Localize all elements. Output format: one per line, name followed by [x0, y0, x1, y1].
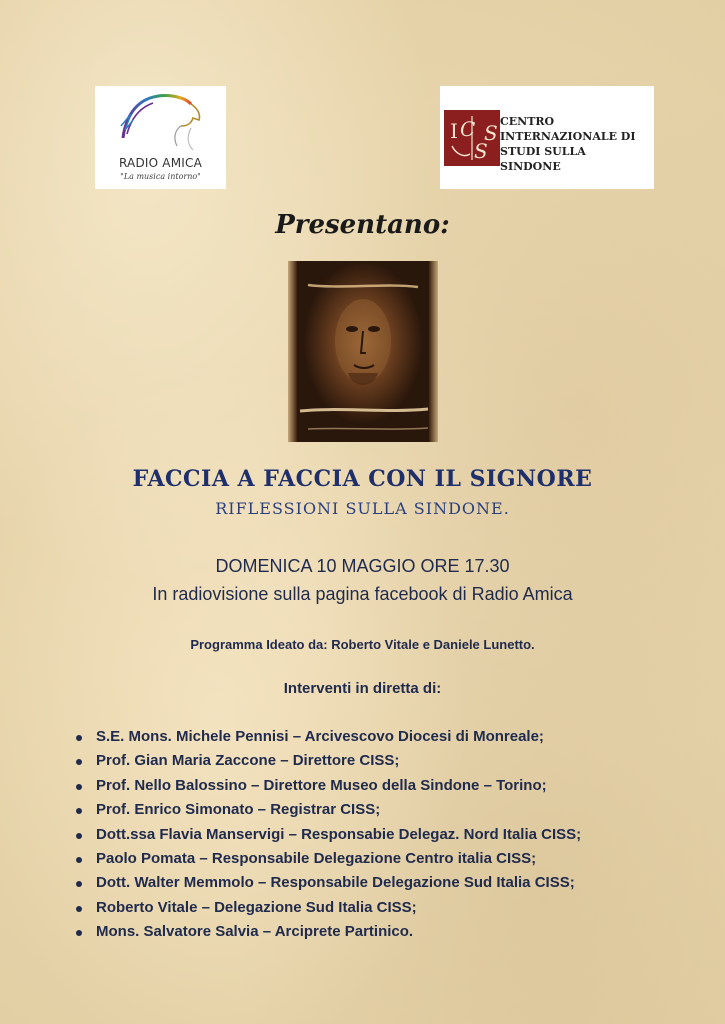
ciss-line-3: STUDI SULLA SINDONE: [500, 145, 586, 173]
event-date: DOMENICA 10 MAGGIO ORE 17.30: [215, 556, 510, 576]
speakers-heading: Interventi in diretta di:: [283, 680, 442, 697]
speaker-item: Prof. Enrico Simonato – Registrar CISS;: [74, 798, 714, 822]
speaker-item: Dott.ssa Flavia Manservigi – Responsabie Delegaz. Nord Italia CISS;: [74, 823, 714, 847]
program-credits: Programma Ideato da: Roberto Vitale e Daniele Lunetto.: [190, 637, 535, 652]
speaker-item: Roberto Vitale – Delegazione Sud Italia CISS;: [74, 896, 714, 920]
radio-amica-tagline: "La musica intorno": [120, 172, 201, 181]
svg-text:S: S: [474, 139, 488, 163]
ciss-name: [500, 114, 650, 174]
speaker-item: Prof. Gian Maria Zaccone – Direttore CISS;: [74, 749, 714, 773]
speaker-item: Paolo Pomata – Responsabile Delegazione Centro italia CISS;: [74, 847, 714, 871]
ciss-monogram-icon: [444, 110, 500, 166]
svg-text:I: I: [450, 119, 458, 143]
ciss-logo: [440, 86, 654, 189]
event-subtitle: RIFLESSIONI SULLA SINDONE.: [215, 499, 510, 518]
speaker-item: Mons. Salvatore Salvia – Arciprete Partinico.: [74, 920, 714, 944]
eagle-icon: [95, 86, 226, 156]
speaker-item: S.E. Mons. Michele Pennisi – Arcivescovo Diocesi di Monreale;: [74, 725, 714, 749]
broadcast-info: In radiovisione sulla pagina facebook di Radio Amica: [152, 584, 573, 604]
radio-amica-name: RADIO AMICA: [119, 156, 202, 170]
svg-text:S: S: [484, 121, 498, 145]
speaker-item: Dott. Walter Memmolo – Responsabile Delegazione Sud Italia CISS;: [74, 871, 714, 895]
ciss-line-1: CENTRO: [500, 115, 555, 128]
radio-amica-logo: [95, 86, 226, 189]
speakers-list: [74, 725, 714, 945]
event-title: FACCIA A FACCIA CON IL SIGNORE: [132, 466, 593, 492]
shroud-face-image: [288, 261, 438, 442]
speaker-item: Prof. Nello Balossino – Direttore Museo della Sindone – Torino;: [74, 774, 714, 798]
presentano-heading: Presentano:: [275, 210, 450, 240]
svg-text:C: C: [460, 117, 476, 141]
ciss-line-2: INTERNAZIONALE DI: [500, 130, 636, 143]
